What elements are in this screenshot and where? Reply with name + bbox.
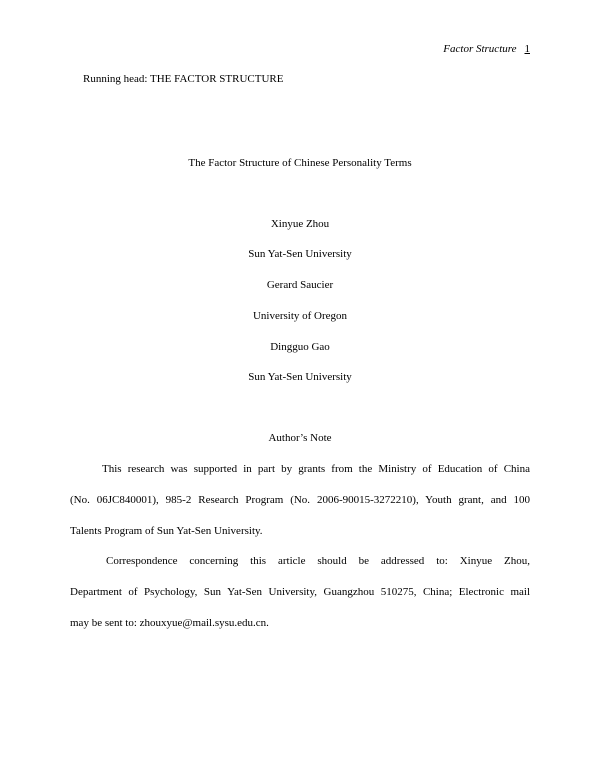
header-short-title: Factor Structure — [443, 43, 517, 55]
page-header — [443, 43, 530, 55]
page-number: 1 — [524, 43, 530, 55]
funding-line-3: Talents Program of Sun Yat-Sen University. — [70, 525, 263, 537]
funding-paragraph — [70, 454, 530, 547]
author-affiliation-2: University of Oregon — [252, 310, 348, 322]
author-name-2: Gerard Saucier — [266, 279, 334, 291]
author-name-1: Xinyue Zhou — [270, 218, 330, 230]
authors-note-heading: Author’s Note — [268, 432, 332, 444]
paper-title: The Factor Structure of Chinese Personality Terms — [188, 157, 412, 169]
correspondence-paragraph — [70, 546, 530, 639]
author-affiliation-3: Sun Yat-Sen University — [248, 371, 352, 383]
funding-line-2: (No. 06JC840001), 985-2 Research Program (No. 2006-90015-3272210), Youth grant, and 100 — [70, 494, 530, 506]
running-head: Running head: THE FACTOR STRUCTURE — [83, 73, 284, 85]
funding-line-1: This research was supported in part by grants from the Ministry of Education of China — [102, 463, 530, 475]
correspondence-line-1: Correspondence concerning this article should be addressed to: Xinyue Zhou, — [106, 555, 530, 567]
correspondence-line-3: may be sent to: zhouxyue@mail.sysu.edu.cn. — [70, 617, 269, 629]
author-name-3: Dingguo Gao — [270, 341, 330, 353]
author-affiliation-1: Sun Yat-Sen University — [248, 248, 352, 260]
correspondence-line-2: Department of Psychology, Sun Yat-Sen University, Guangzhou 510275, China; Electronic mail — [70, 586, 530, 598]
